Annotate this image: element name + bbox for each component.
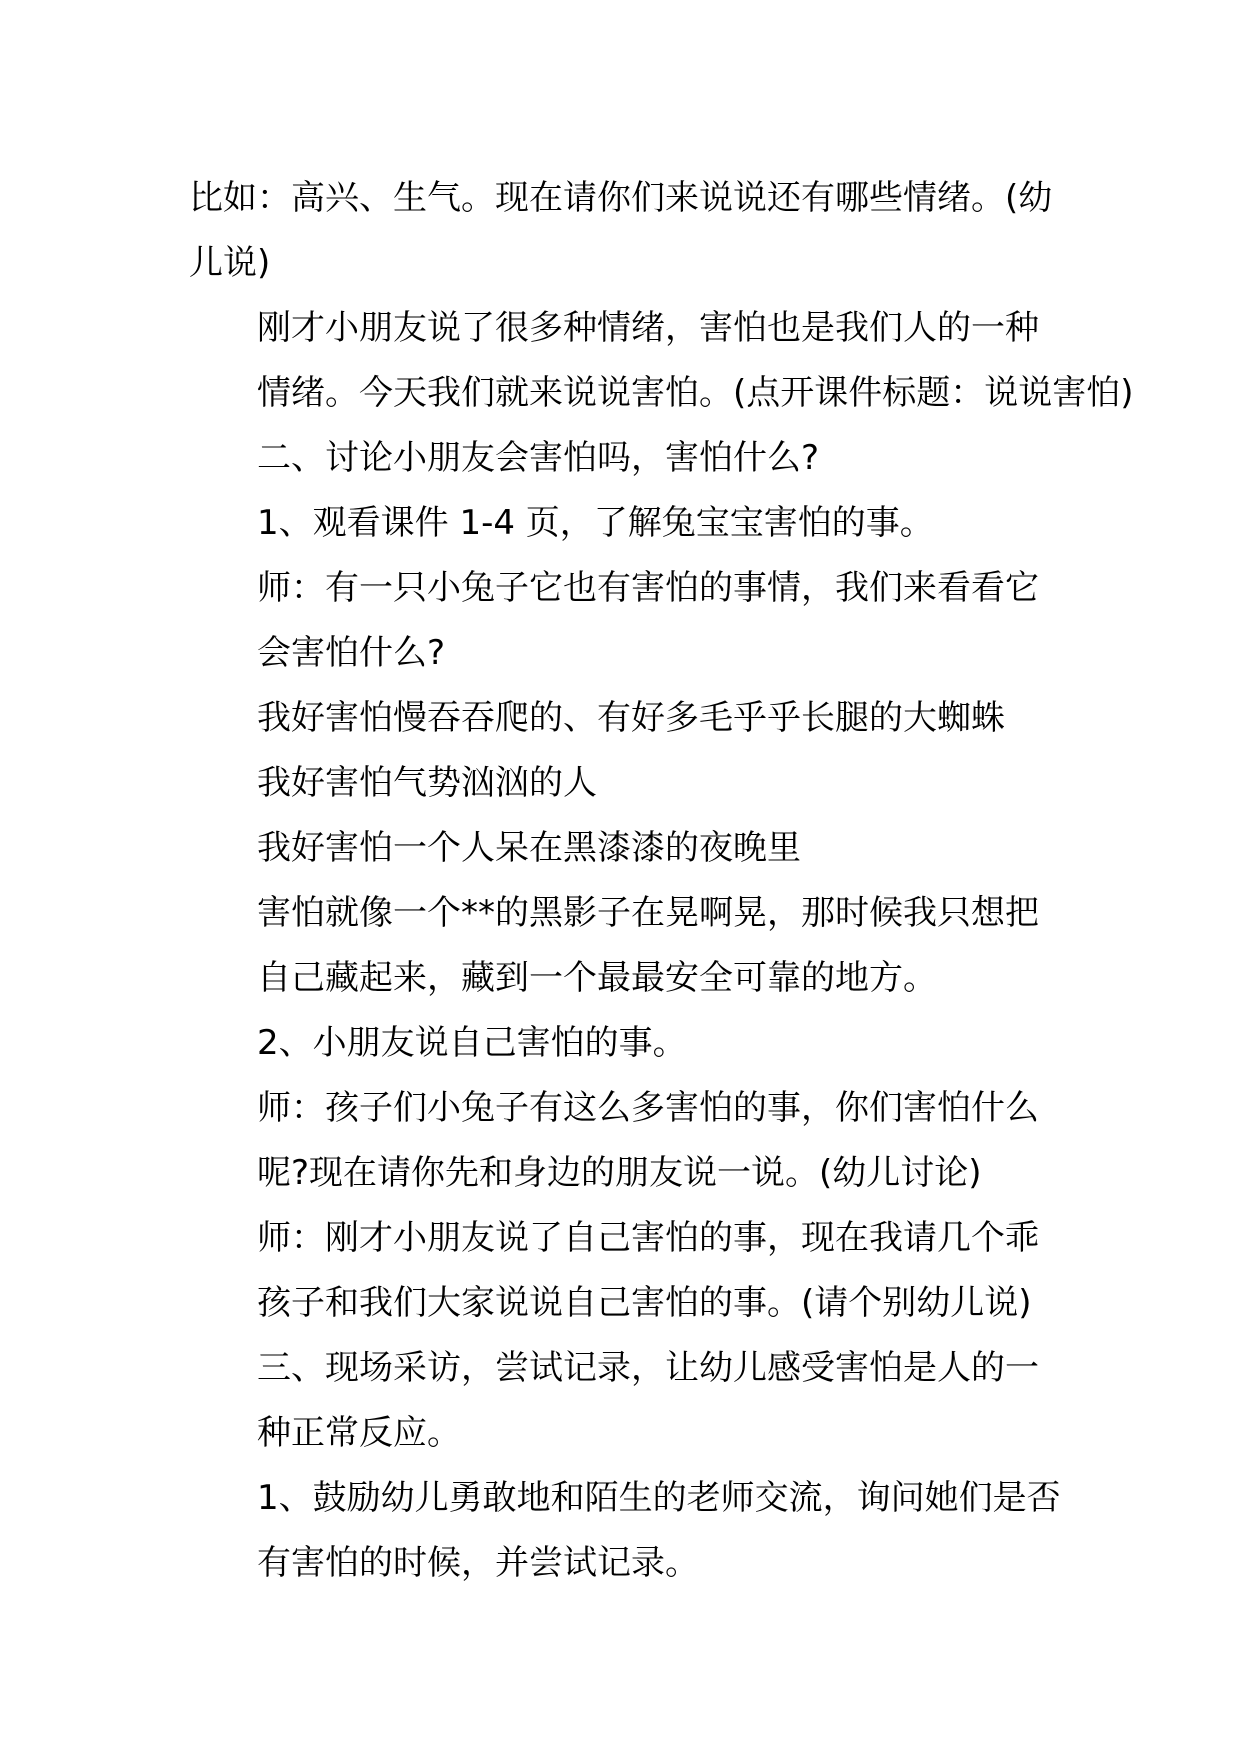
paragraph [189,1466,1061,1596]
text-line: 有害怕的时候，并尝试记录。 [257,1543,699,1583]
paragraph [189,1011,1055,1076]
paragraph [189,686,1055,751]
document-body [189,166,1134,1596]
text-line: 我好害怕气势汹汹的人 [257,763,597,803]
text-line: 会害怕什么? [257,633,446,673]
paragraph [189,296,1134,426]
paragraph [189,166,1055,296]
paragraph [189,751,1055,816]
text-line: 三、现场采访，尝试记录，让幼儿感受害怕是人的一 [257,1348,1039,1388]
text-line: 呢?现在请你先和身边的朋友说一说。(幼儿讨论) [257,1153,982,1193]
paragraph [189,881,1055,1011]
text-line: 2、小朋友说自己害怕的事。 [257,1023,687,1063]
text-line: 我好害怕一个人呆在黑漆漆的夜晚里 [257,828,801,868]
text-line: 1、观看课件 1-4 页，了解兔宝宝害怕的事。 [257,503,934,543]
text-line: 师：孩子们小兔子有这么多害怕的事，你们害怕什么 [257,1088,1039,1128]
text-line: 师：刚才小朋友说了自己害怕的事，现在我请几个乖 [257,1218,1039,1258]
text-line: 情绪。今天我们就来说说害怕。(点开课件标题：说说害怕) [257,373,1134,413]
text-line: 种正常反应。 [257,1413,461,1453]
text-line: 害怕就像一个**的黑影子在晃啊晃，那时候我只想把 [257,893,1039,933]
text-line: 自己藏起来，藏到一个最最安全可靠的地方。 [257,958,937,998]
text-line: 比如：高兴、生气。现在请你们来说说还有哪些情绪。(幼 [189,178,1053,218]
paragraph [189,1206,1055,1336]
text-line: 刚才小朋友说了很多种情绪，害怕也是我们人的一种 [257,308,1039,348]
paragraph [189,1336,1055,1466]
paragraph [189,491,1055,556]
paragraph [189,1076,1055,1206]
text-line: 师：有一只小兔子它也有害怕的事情，我们来看看它 [257,568,1039,608]
paragraph [189,426,1055,491]
text-line: 我好害怕慢吞吞爬的、有好多毛乎乎长腿的大蜘蛛 [257,698,1005,738]
text-line: 孩子和我们大家说说自己害怕的事。(请个别幼儿说) [257,1283,1032,1323]
text-line: 儿说) [189,243,271,283]
text-line: 1、鼓励幼儿勇敢地和陌生的老师交流，询问她们是否 [257,1478,1061,1518]
paragraph [189,816,1055,881]
text-line: 二、讨论小朋友会害怕吗，害怕什么? [257,438,820,478]
paragraph [189,556,1055,686]
